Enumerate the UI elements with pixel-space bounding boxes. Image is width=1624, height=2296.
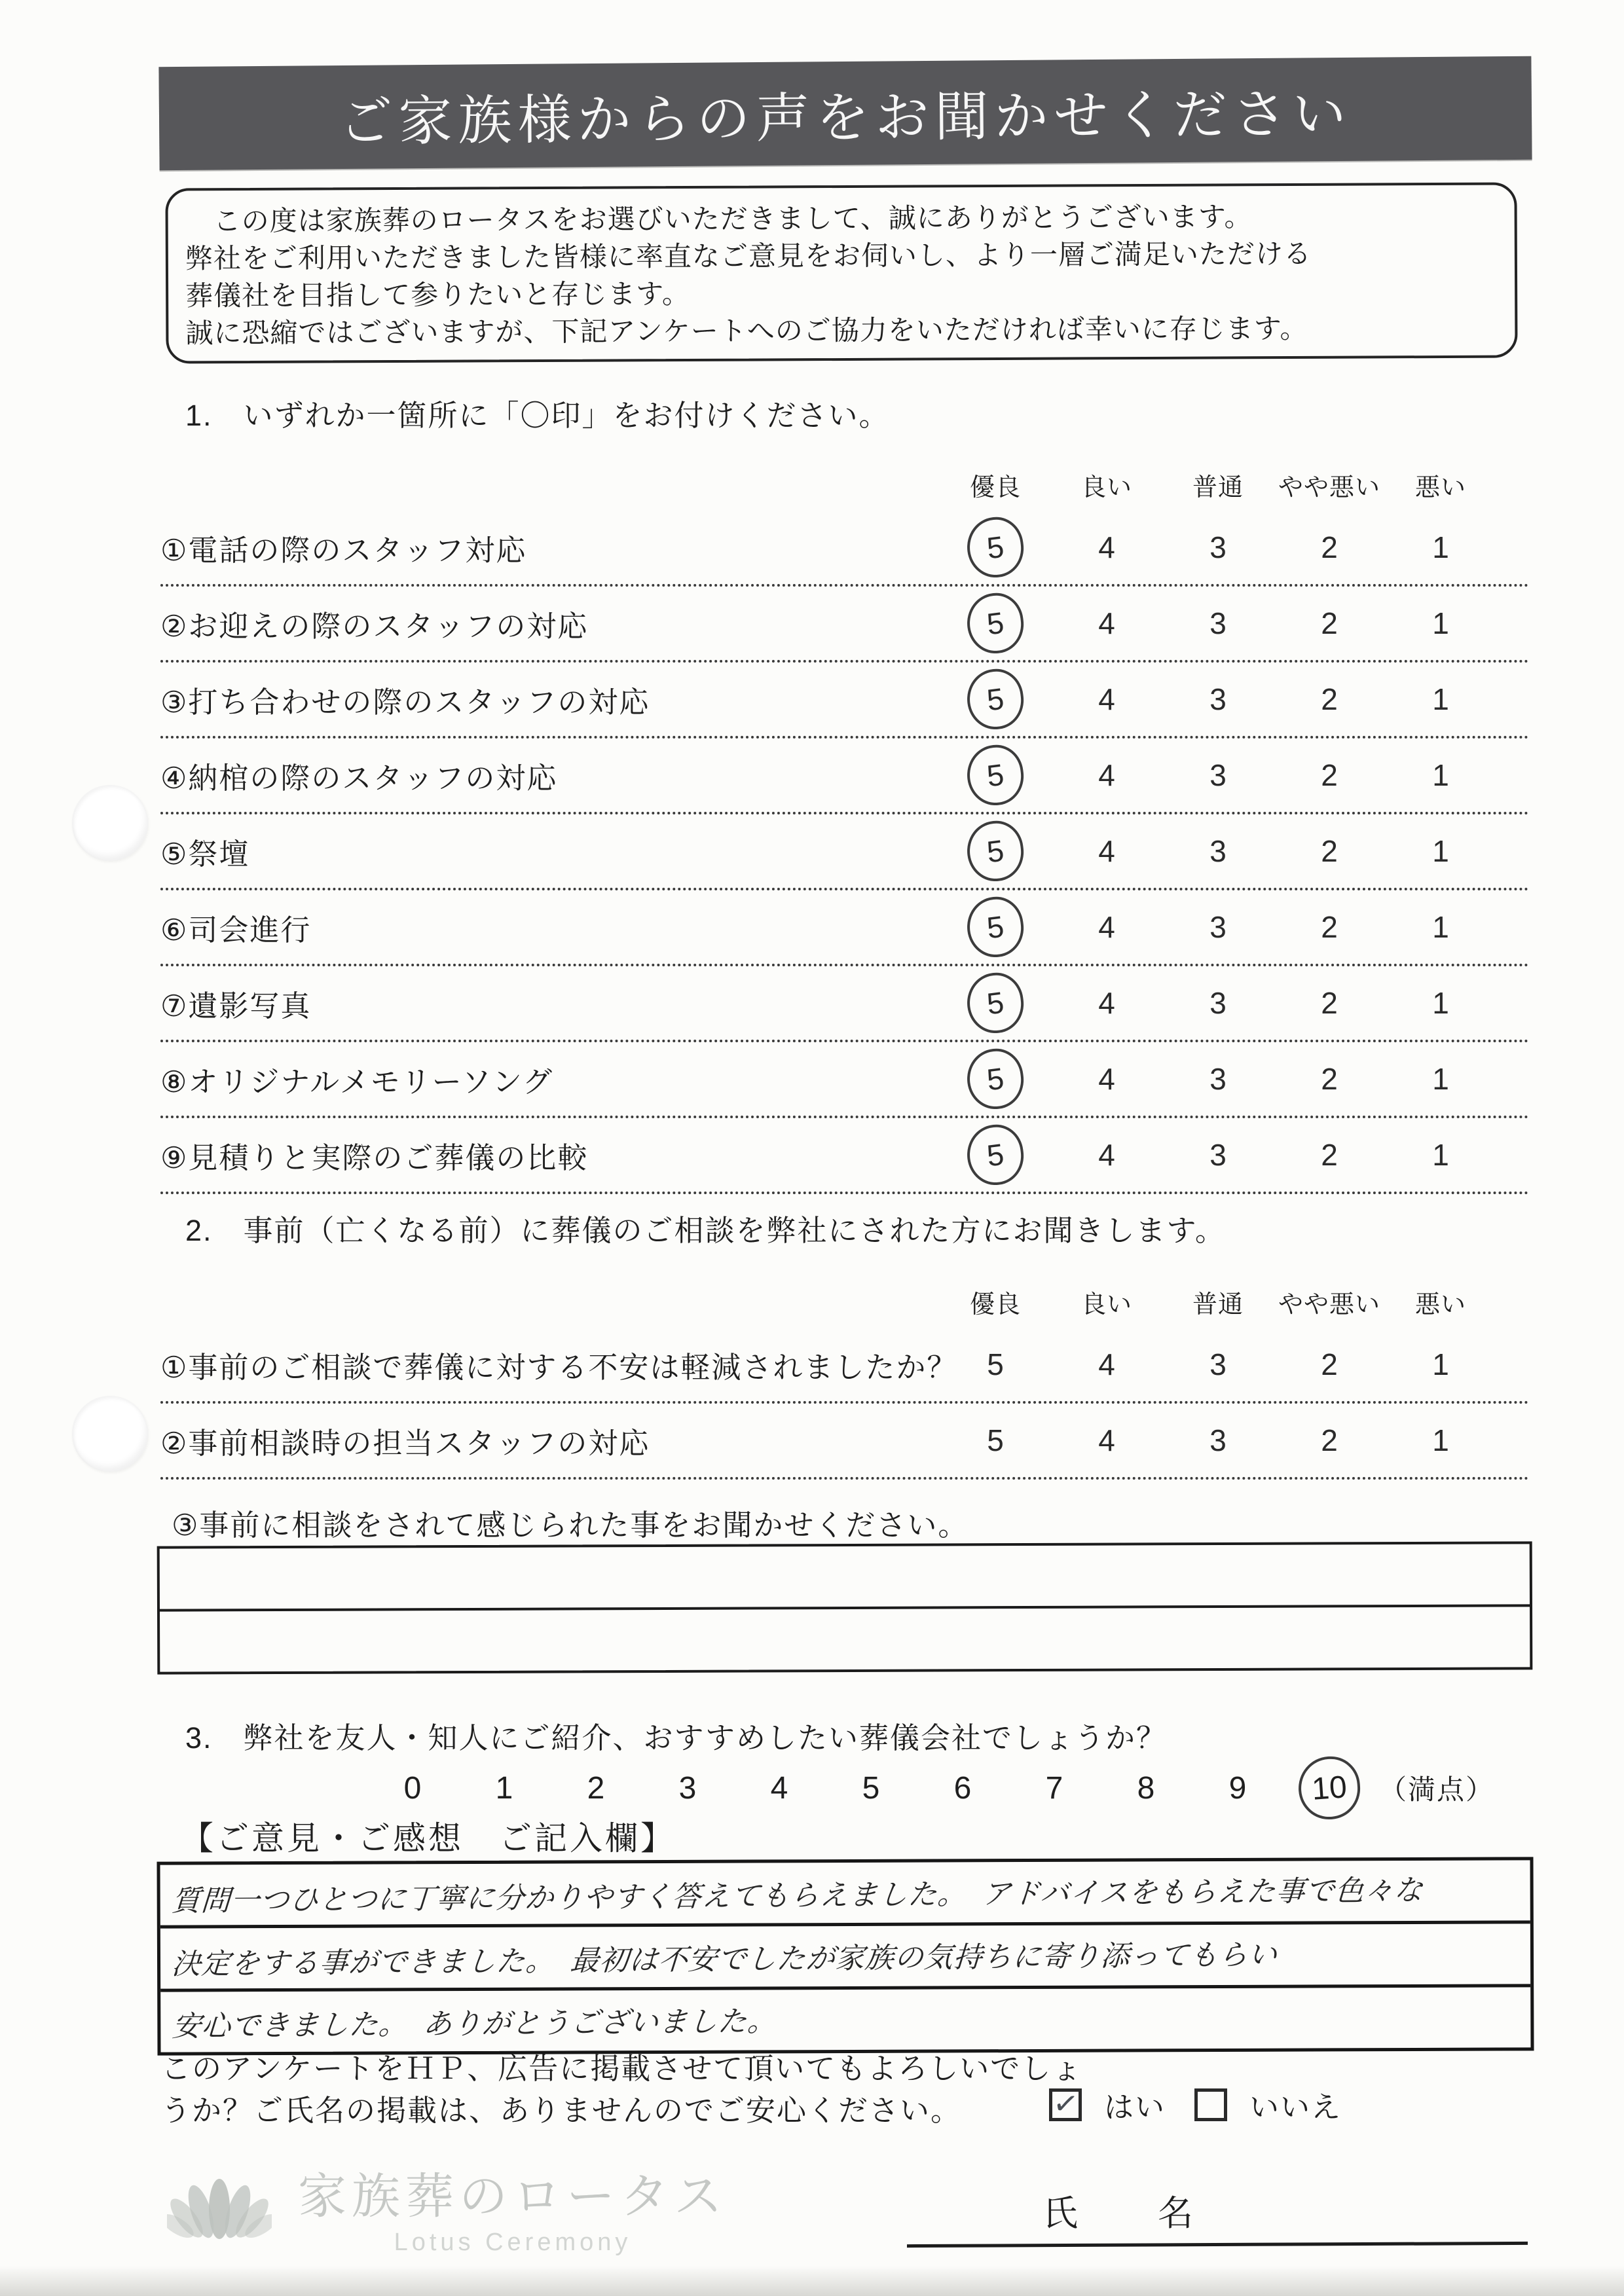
handwritten-circle-mark: 5 — [964, 1046, 1027, 1112]
rating-value-circled — [940, 669, 1051, 729]
rating-row-label: ⑧オリジナルメモリーソング — [160, 1065, 554, 1099]
rating-value: 4 — [1098, 986, 1115, 1020]
nps-value: 0 — [403, 1770, 422, 1806]
comments-heading: 【ご意見・ご感想 ご記入欄】 — [181, 1820, 676, 1857]
scale-header: 良い — [1080, 473, 1132, 501]
rating-value: 4 — [1098, 682, 1115, 716]
comment-row — [160, 1987, 1530, 2052]
rating-value: 4 — [1098, 1062, 1115, 1096]
lotus-icon — [167, 2158, 272, 2253]
consent-line: うか？ご氏名の掲載は、ありませんのでご安心ください。 — [161, 2094, 962, 2127]
rating-row-label: ⑤祭壇 — [160, 837, 250, 871]
rating-row — [160, 511, 1529, 587]
nps-value: 7 — [1045, 1770, 1063, 1806]
intro-line: 誠に恐縮ではございますが、下記アンケートへのご協力をいただければ幸いに存じます。 — [185, 312, 1308, 349]
scale-header: 優良 — [969, 1290, 1021, 1319]
rating-value: 1 — [1432, 530, 1449, 564]
rating-value: 1 — [1432, 758, 1449, 792]
rating-value: 3 — [1209, 910, 1227, 944]
rating-value: 5 — [987, 1347, 1004, 1381]
company-logo — [167, 2158, 728, 2257]
page-title: ご家族様からの声をお聞かせください — [339, 84, 1352, 152]
logo-company-subtitle: Lotus Ceremony — [394, 2229, 632, 2256]
rating-value-circled — [940, 1049, 1051, 1109]
nps-value: 8 — [1137, 1770, 1155, 1806]
nps-value-circled — [1283, 1757, 1375, 1819]
rating-value: 4 — [1098, 530, 1115, 564]
section3-heading: 3. 弊社を友人・知人にご紹介、おすすめしたい葬儀会社でしょうか？ — [185, 1721, 1167, 1755]
nps-value: 9 — [1228, 1770, 1247, 1806]
consent-option-yes — [1049, 2083, 1166, 2126]
rating-value: 3 — [1209, 986, 1227, 1020]
rating-value: 3 — [1209, 530, 1227, 564]
nps-value: 3 — [678, 1770, 697, 1806]
rating-value: 2 — [1321, 530, 1338, 564]
handwritten-comment: 決定をする事ができました。 最初は不安でしたが家族の気持ちに寄り添ってもらい — [170, 1939, 1279, 1981]
handwritten-circle-mark: 5 — [964, 514, 1027, 581]
intro-box — [165, 182, 1517, 363]
intro-line: 葬儀社を目指して参りたいと存じます。 — [185, 278, 690, 312]
rating-value: 1 — [1432, 910, 1449, 944]
consent-text — [161, 2048, 1082, 2132]
scale-header: 悪い — [1414, 473, 1466, 501]
comment-row — [160, 1860, 1530, 1928]
rating-value: 2 — [1321, 834, 1338, 868]
rating-value-circled — [940, 593, 1051, 653]
handwritten-circle-mark: 5 — [964, 590, 1027, 657]
rating-row — [160, 814, 1529, 890]
consent-line: このアンケートをＨＰ、広告に掲載させて頂いてもよろしいでしょ — [161, 2052, 1083, 2085]
scale-header-row — [160, 1275, 1529, 1328]
rating-value-circled — [940, 821, 1051, 881]
answer-box-row — [160, 1544, 1530, 1611]
rating-value: 1 — [1432, 834, 1449, 868]
rating-row — [160, 1328, 1529, 1404]
rating-value: 1 — [1432, 1062, 1449, 1096]
section1-heading: 1. いずれか一箇所に「〇印」をお付けください。 — [185, 399, 890, 432]
consent-option-label: はい — [1104, 2090, 1166, 2124]
section2-heading: 2. 事前（亡くなる前）に葬儀のご相談を弊社にされた方にお聞きします。 — [185, 1214, 1226, 1247]
rating-value: 1 — [1432, 682, 1449, 716]
rating-row-label: ⑥司会進行 — [160, 913, 312, 947]
rating-value: 3 — [1209, 1423, 1227, 1457]
comment-box — [157, 1857, 1534, 2055]
checkbox-yes — [1049, 2085, 1082, 2122]
rating-row — [160, 890, 1529, 966]
hole-punch — [72, 1396, 148, 1472]
rating-table-section2 — [160, 1275, 1529, 1480]
handwritten-circle-mark: 5 — [964, 666, 1027, 733]
rating-value: 2 — [1321, 682, 1338, 716]
handwritten-comment: 質問一つひとつに丁寧に分かりやすく答えてもらえました。 アドバイスをもらえた事で色々な — [170, 1874, 1424, 1918]
rating-value-circled — [940, 897, 1051, 957]
rating-value-circled — [940, 745, 1051, 805]
name-label: 氏 名 — [1043, 2194, 1215, 2233]
rating-value: 4 — [1098, 758, 1115, 792]
rating-value: 2 — [1321, 910, 1338, 944]
handwritten-comment: 安心できました。 ありがとうございました。 — [171, 2005, 778, 2043]
rating-row — [160, 1118, 1529, 1194]
checkbox-no — [1194, 2088, 1227, 2121]
rating-row — [160, 1042, 1529, 1118]
nps-value: 4 — [770, 1770, 788, 1806]
rating-value: 2 — [1321, 986, 1338, 1020]
rating-row-label: ⑦遺影写真 — [160, 989, 312, 1023]
rating-value: 3 — [1209, 606, 1227, 640]
handwritten-circle-mark: 5 — [964, 818, 1027, 884]
comment-row — [160, 1923, 1530, 1992]
rating-value: 4 — [1098, 910, 1115, 944]
scan-edge-shadow — [0, 2267, 1624, 2296]
rating-value: 4 — [1098, 1347, 1115, 1381]
rating-row-label: ①電話の際のスタッフ対応 — [160, 533, 527, 567]
check-icon: ✓ — [1050, 2085, 1080, 2122]
nps-value: 2 — [587, 1770, 605, 1806]
rating-value: 2 — [1321, 1062, 1338, 1096]
nps-scale-row — [367, 1760, 1494, 1816]
rating-value: 3 — [1209, 682, 1227, 716]
nps-value: 5 — [862, 1770, 880, 1806]
consent-option-no — [1194, 2083, 1342, 2126]
rating-row-label: ②お迎えの際のスタッフの対応 — [160, 609, 589, 643]
scale-header: 普通 — [1192, 473, 1244, 501]
logo-company-name: 家族葬のロータス — [298, 2169, 728, 2223]
rating-row-label: ④納棺の際のスタッフの対応 — [160, 761, 558, 795]
scale-header: 良い — [1080, 1290, 1132, 1319]
hole-punch — [72, 785, 148, 861]
rating-value: 3 — [1209, 1062, 1227, 1096]
rating-value-circled — [940, 973, 1051, 1033]
rating-row — [160, 1404, 1529, 1480]
rating-table-section1 — [160, 458, 1529, 1194]
handwritten-circle-mark: 5 — [964, 970, 1027, 1036]
answer-box-row — [160, 1607, 1530, 1671]
rating-row-label: ⑨見積りと実際のご葬儀の比較 — [160, 1140, 589, 1175]
rating-value: 3 — [1209, 834, 1227, 868]
rating-value: 3 — [1209, 1347, 1227, 1381]
signature-line — [907, 2242, 1528, 2248]
rating-row-label: ②事前相談時の担当スタッフの対応 — [160, 1426, 650, 1460]
rating-value: 3 — [1209, 1138, 1227, 1172]
rating-row — [160, 587, 1529, 663]
handwritten-circle-mark: 10 — [1297, 1755, 1362, 1821]
nps-value: 6 — [953, 1770, 972, 1806]
rating-row — [160, 738, 1529, 814]
intro-line: 弊社をご利用いただきました皆様に率直なご意見をお伺いし、より一層ご満足いただける — [185, 238, 1312, 274]
nps-max-suffix: （満点） — [1379, 1774, 1495, 1805]
rating-value: 4 — [1098, 834, 1115, 868]
rating-value: 4 — [1098, 1138, 1115, 1172]
rating-value: 1 — [1432, 1347, 1449, 1381]
nps-value: 1 — [495, 1770, 513, 1806]
title-banner — [158, 56, 1532, 170]
intro-line: この度は家族葬のロータスをお選びいただきまして、誠にありがとうございます。 — [185, 201, 1253, 237]
rating-value: 4 — [1098, 606, 1115, 640]
consent-option-label: いいえ — [1249, 2090, 1342, 2124]
scale-header: やや悪い — [1278, 1290, 1380, 1319]
scale-header: 優良 — [969, 473, 1021, 501]
rating-value: 2 — [1321, 1423, 1338, 1457]
rating-value: 1 — [1432, 606, 1449, 640]
rating-value: 1 — [1432, 1138, 1449, 1172]
rating-value-circled — [940, 1125, 1051, 1185]
scale-header: 普通 — [1192, 1290, 1244, 1319]
handwritten-circle-mark: 5 — [964, 894, 1027, 960]
rating-value: 2 — [1321, 1347, 1338, 1381]
rating-value: 4 — [1098, 1423, 1115, 1457]
handwritten-circle-mark: 5 — [964, 1121, 1027, 1188]
consent-options — [1049, 2083, 1342, 2126]
rating-row-label: ①事前のご相談で葬儀に対する不安は軽減されましたか？ — [160, 1350, 958, 1384]
scale-header: 悪い — [1414, 1290, 1466, 1319]
rating-value: 2 — [1321, 758, 1338, 792]
free-answer-box — [157, 1541, 1533, 1674]
rating-value: 2 — [1321, 606, 1338, 640]
section2-q3-label: ③事前に相談をされて感じられた事をお聞かせください。 — [172, 1508, 969, 1542]
rating-row — [160, 663, 1529, 738]
rating-value: 1 — [1432, 1423, 1449, 1457]
handwritten-circle-mark: 5 — [964, 742, 1027, 809]
rating-value: 5 — [987, 1423, 1004, 1457]
scale-header-row — [160, 458, 1529, 511]
rating-value: 2 — [1321, 1138, 1338, 1172]
rating-row — [160, 966, 1529, 1042]
rating-value-circled — [940, 517, 1051, 577]
rating-value: 1 — [1432, 986, 1449, 1020]
rating-row-label: ③打ち合わせの際のスタッフの対応 — [160, 685, 650, 719]
scale-header: やや悪い — [1278, 473, 1380, 501]
rating-value: 3 — [1209, 758, 1227, 792]
